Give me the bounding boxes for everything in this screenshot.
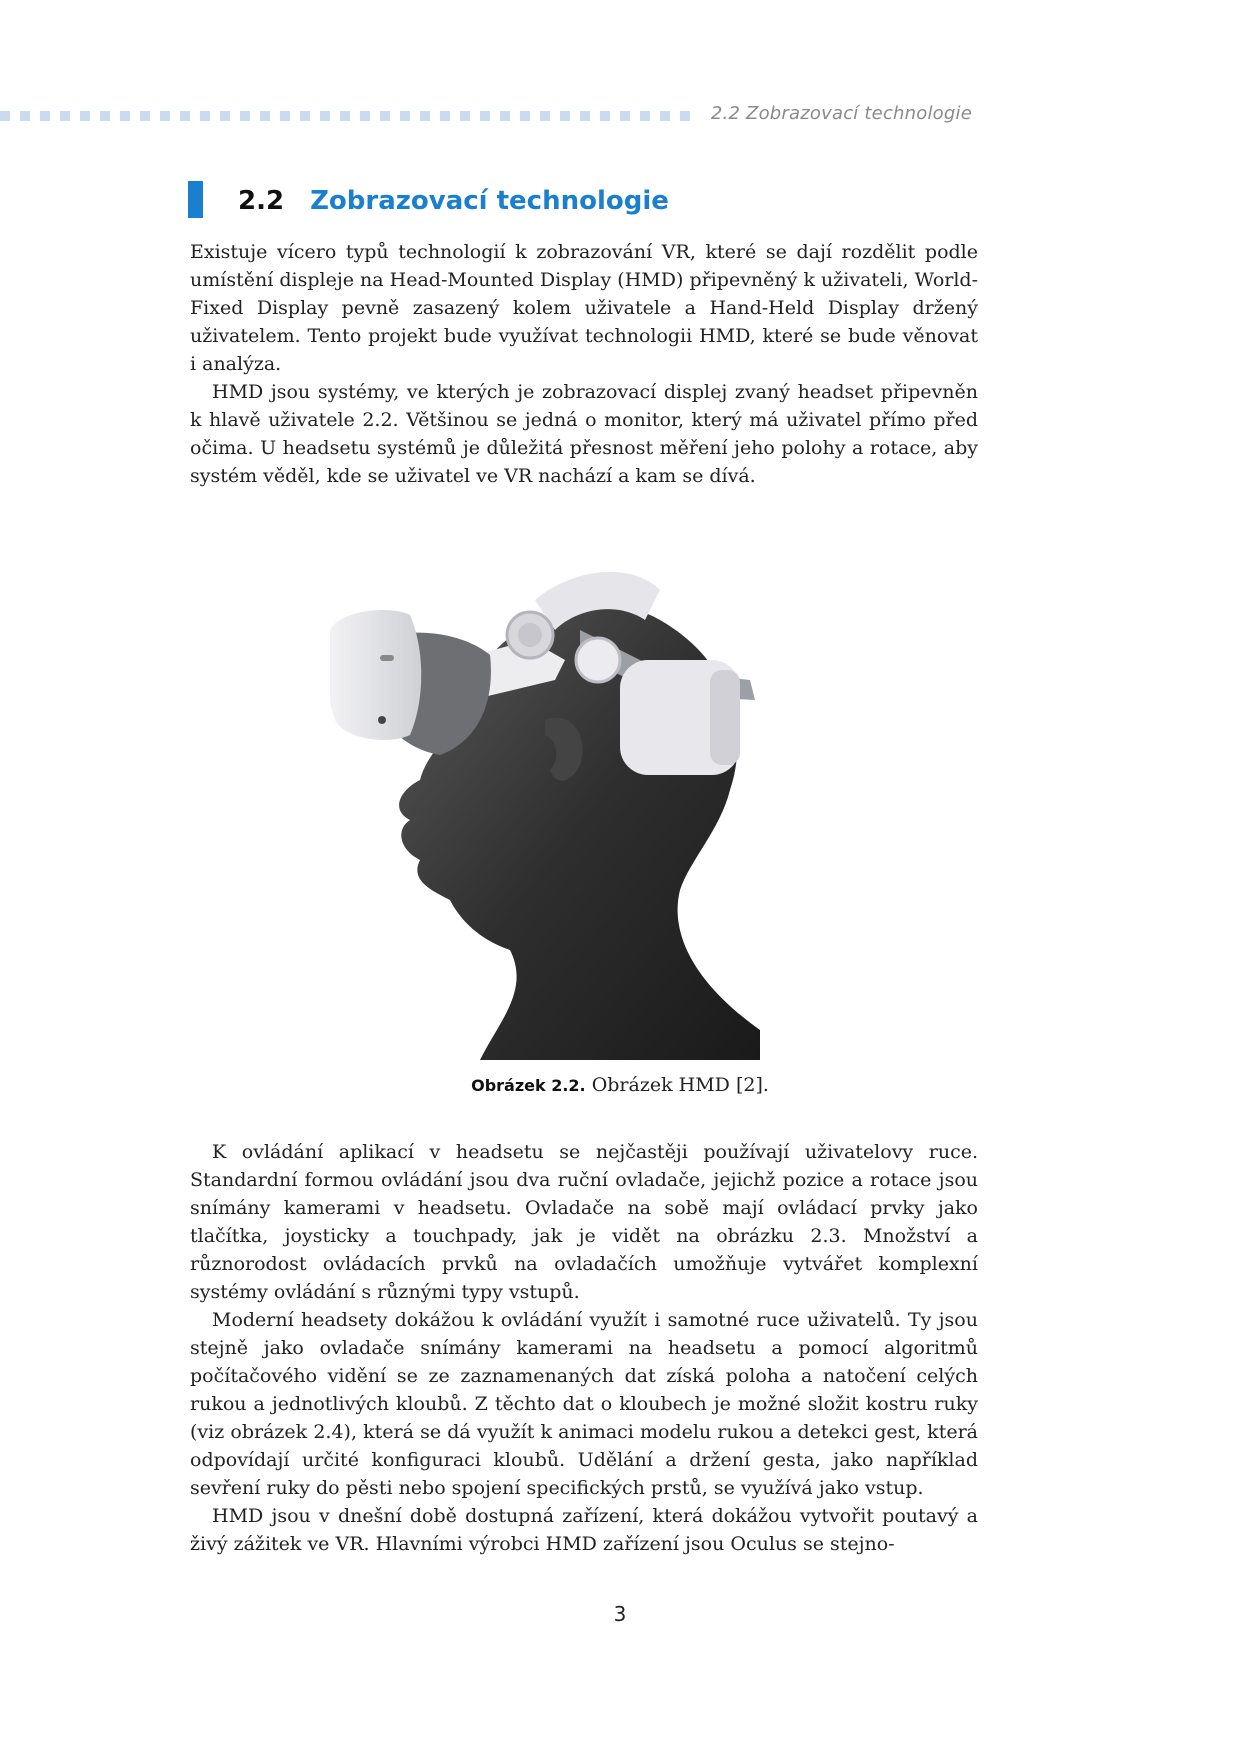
paragraph: K ovládání aplikací v headsetu se nejčastěji používají uživatelovy ruce. Standardní formou ovládání jsou dva ruční ovladače, jejichž pozice a rotace jsou snímány kamerami v headsetu. Ovladače na sobě mají ovládací prvky jako tlačítka, joysticky a touchpady, jak je vidět na obrázku 2.3. Množství a různorodost ovládacích prvků na ovladačích umožňuje vytvářet komplexní systémy ovládání s různými typy vstupů.: [190, 1141, 978, 1303]
running-header: [0, 103, 1240, 127]
page-number: 3: [613, 1602, 627, 1626]
paragraph: HMD jsou v dnešní době dostupná zařízení, která dokážou vytvořit poutavý a živý zážitek ve VR. Hlavními výrobci HMD zařízení jsou Oculus se stejno-: [190, 1505, 978, 1555]
paragraph: Existuje vícero typů technologií k zobrazování VR, které se dají rozdělit podle umístění displeje na Head-Mounted Display (HMD) připevněný k uživateli, World-Fixed Display pevně zasazený kolem uživatele a Hand-Held Display držený uživatelem. Tento projekt bude využívat technologii HMD, které se bude věnovat i analýza.: [190, 241, 978, 375]
body-text-bottom: [190, 1138, 978, 1558]
figure-caption: [0, 1074, 1240, 1096]
section-marker-bar: [188, 181, 203, 218]
section-heading: [238, 186, 669, 216]
figure-caption-text: Obrázek HMD [2].: [591, 1074, 769, 1096]
figure-label: Obrázek 2.2.: [471, 1076, 586, 1095]
hmd-headset-illustration: [330, 560, 790, 1060]
section-title: Zobrazovací technologie: [310, 186, 669, 216]
running-title: 2.2 Zobrazovací technologie: [710, 103, 972, 124]
paragraph: HMD jsou systémy, ve kterých je zobrazovací displej zvaný headset připevněn k hlavě uživatele 2.2. Většinou se jedná o monitor, který má uživatel přímo před očima. U headsetu systémů je důležitá přesnost měření jeho polohy a rotace, aby systém věděl, kde se uživatel ve VR nachází a kam se dívá.: [190, 381, 978, 487]
header-dot-rule: [0, 111, 690, 121]
paragraph: Moderní headsety dokážou k ovládání využít i samotné ruce uživatelů. Ty jsou stejně jako ovladače snímány kamerami na headsetu a pomocí algoritmů počítačového vidění se ze zaznamenaných dat získá poloha a natočení celých rukou a jednotlivých kloubů. Z těchto dat o kloubech je možné složit kostru ruky (viz obrázek 2.4), která se dá využít k animaci modelu rukou a detekci gest, která odpovídají určité konfiguraci kloubů. Udělání a držení gesta, jako například sevření ruky do pěsti nebo spojení specifických prstů, se využívá jako vstup.: [190, 1309, 978, 1499]
body-text-top: [190, 238, 978, 490]
section-number: 2.2: [238, 186, 285, 216]
hmd-figure-image: [330, 560, 790, 1060]
